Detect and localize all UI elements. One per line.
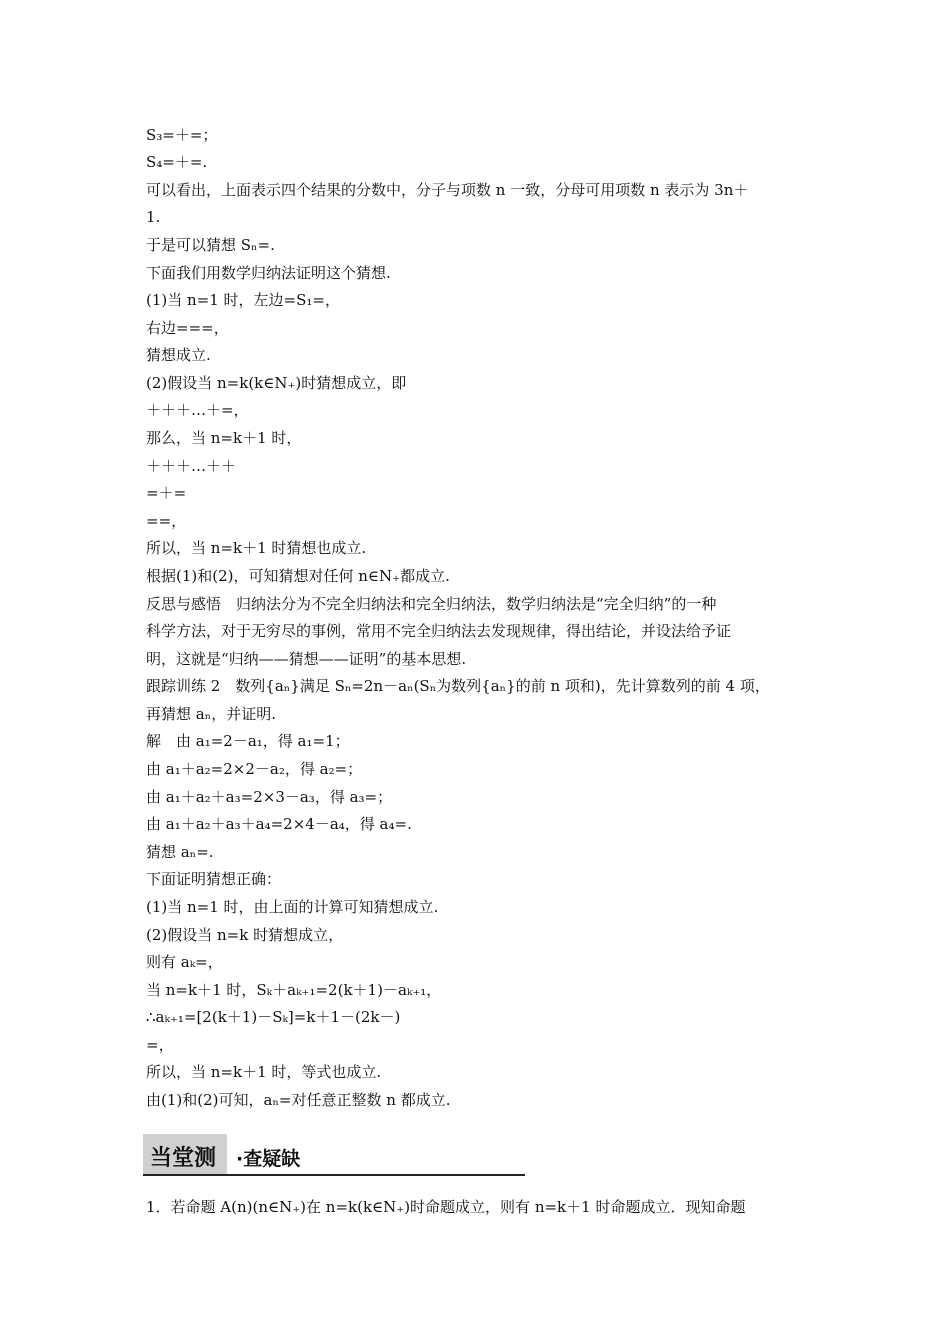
assumption-equation: ＋＋＋…＋=， — [146, 401, 249, 419]
exercise-2-line-1: 跟踪训练 2 数列{aₙ}满足 Sₙ=2n－aₙ(Sₙ为数列{aₙ}的前 n 项和)，先计算数列的前 4 项， — [146, 677, 770, 695]
s4-line: S₄=＋=. — [146, 153, 208, 171]
solution-line-11: ∴aₖ₊₁=[2(k＋1)－Sₖ]=k＋1－(2k－) — [146, 1008, 401, 1026]
inductive-eq-1: =＋= — [146, 484, 187, 502]
reflection-line-1: 反思与感悟 归纳法分为不完全归纳法和完全归纳法，数学归纳法是“完全归纳”的一种 — [146, 595, 717, 613]
solution-line-1: 解 由 a₁=2－a₁，得 a₁=1； — [146, 732, 350, 750]
solution-line-2: 由 a₁＋a₂=2×2－a₂，得 a₂=； — [146, 760, 363, 778]
inductive-eq-2: ==， — [146, 512, 187, 530]
inductive-step-intro: 那么，当 n=k＋1 时， — [146, 429, 302, 447]
section-title: 当堂测 — [150, 1146, 217, 1171]
section-divider — [143, 1174, 525, 1176]
solution-line-3: 由 a₁＋a₂＋a₃=2×3－a₃，得 a₃=； — [146, 788, 393, 806]
section-header — [143, 1134, 525, 1176]
section-title-box — [143, 1134, 227, 1174]
solution-line-7: (1)当 n=1 时，由上面的计算可知猜想成立. — [146, 898, 439, 916]
solution-line-5: 猜想 aₙ=. — [146, 843, 214, 861]
s3-line: S₃=＋=； — [146, 126, 218, 144]
solution-line-13: 所以，当 n=k＋1 时，等式也成立. — [146, 1063, 382, 1081]
inductive-sum-line: ＋＋＋…＋＋ — [146, 457, 237, 475]
section-subtitle: ·查疑缺 — [236, 1148, 301, 1170]
observation-line-cont: 1. — [146, 208, 161, 226]
solution-line-10: 当 n=k＋1 时，Sₖ＋aₖ₊₁=2(k＋1)－aₖ₊₁， — [146, 981, 442, 999]
solution-line-4: 由 a₁＋a₂＋a₃＋a₄=2×4－a₄，得 a₄=. — [146, 815, 412, 833]
solution-line-8: (2)假设当 n=k 时猜想成立， — [146, 926, 344, 944]
inductive-assumption: (2)假设当 n=k(k∈N₊)时猜想成立，即 — [146, 374, 407, 392]
exercise-2-line-2: 再猜想 aₙ，并证明. — [146, 705, 276, 723]
observation-line: 可以看出，上面表示四个结果的分数中，分子与项数 n 一致，分母可用项数 n 表示为 3n＋ — [146, 181, 749, 199]
reflection-line-3: 明，这就是“归纳——猜想——证明”的基本思想. — [146, 650, 467, 668]
solution-line-14: 由(1)和(2)可知，aₙ=对任意正整数 n 都成立. — [146, 1091, 451, 1109]
solution-line-6: 下面证明猜想正确： — [146, 870, 282, 888]
solution-line-12: =， — [146, 1036, 174, 1054]
guess-line: 于是可以猜想 Sₙ=. — [146, 236, 275, 254]
base-case-holds: 猜想成立. — [146, 346, 211, 364]
proof-intro: 下面我们用数学归纳法证明这个猜想. — [146, 264, 391, 282]
solution-line-9: 则有 aₖ=， — [146, 953, 223, 971]
base-case-right: 右边===， — [146, 319, 229, 337]
step-conclusion: 所以，当 n=k＋1 时猜想也成立. — [146, 539, 367, 557]
final-conclusion: 根据(1)和(2)，可知猜想对任何 n∈N₊都成立. — [146, 567, 450, 585]
base-case-left: (1)当 n=1 时，左边=S₁=， — [146, 291, 340, 309]
reflection-line-2: 科学方法，对于无穷尽的事例，常用不完全归纳法去发现规律，得出结论，并设法给予证 — [146, 622, 732, 640]
question-1-line-1: 1．若命题 A(n)(n∈N₊)在 n=k(k∈N₊)时命题成立，则有 n=k＋1 时命题成立．现知命题 — [146, 1198, 746, 1216]
